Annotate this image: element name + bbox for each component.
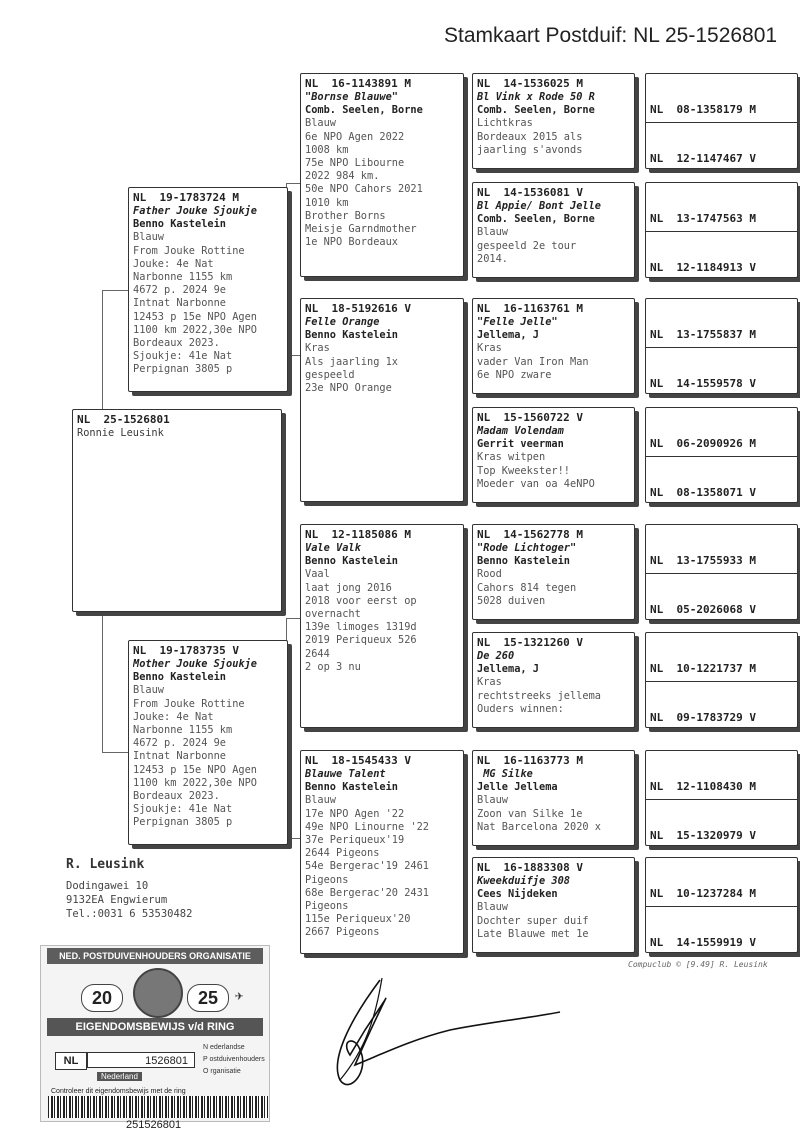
pigeon-note: Narbonne 1155 km bbox=[133, 271, 233, 284]
pigeon-owner: Comb. Seelen, Borne bbox=[477, 104, 595, 117]
connector-line bbox=[286, 838, 300, 839]
pigeon-ring: NL 16-1163773 M bbox=[477, 754, 583, 767]
pigeon-ring: NL 12-1108430 M bbox=[650, 780, 756, 794]
pigeon-note: 54e Bergerac'19 2461 bbox=[305, 860, 429, 873]
pigeon-ring: NL 14-1536081 V bbox=[477, 186, 583, 199]
grandparent-box bbox=[300, 750, 464, 954]
card-year-left: 20 bbox=[81, 984, 123, 1012]
gen4-entry bbox=[646, 232, 797, 278]
pigeon-note: 4672 p. 2024 9e bbox=[133, 284, 226, 297]
pigeon-ring: NL 18-1545433 V bbox=[305, 754, 411, 767]
pigeon-note: 50e NPO Cahors 2021 bbox=[305, 183, 423, 196]
connector-line bbox=[102, 752, 128, 753]
pigeon-note: Kras witpen bbox=[477, 451, 546, 464]
great-grandparent-box bbox=[472, 298, 635, 394]
pigeon-note: gespeeld bbox=[305, 368, 355, 381]
pigeon-note: Kras bbox=[305, 342, 330, 355]
pigeon-name: Bl Appie/ Bont Jelle bbox=[477, 200, 601, 212]
pigeon-note: Jouke: 4e Nat bbox=[133, 257, 214, 270]
gen4-pair-box bbox=[645, 73, 798, 169]
pigeon-note: 4672 p. 2024 9e bbox=[133, 737, 226, 750]
pigeon-note: 1010 km bbox=[305, 196, 349, 209]
pigeon-ring: NL 16-1143891 M bbox=[305, 77, 411, 90]
pigeon-note: Intnat Narbonne bbox=[133, 750, 226, 763]
pigeon-owner: Benno Kastelein bbox=[305, 781, 398, 794]
pigeon-note: 37e Periqueux'19 bbox=[305, 834, 405, 847]
pigeon-note: 1e NPO Bordeaux bbox=[305, 236, 398, 249]
gen4-entry bbox=[646, 633, 797, 682]
pigeon-owner: Jelle Jellema bbox=[477, 781, 558, 794]
npo-line: P ostduivenhouders bbox=[203, 1056, 265, 1063]
grandparent-box bbox=[300, 298, 464, 502]
gen4-entry bbox=[646, 299, 797, 348]
npo-letters bbox=[203, 1042, 265, 1078]
gen4-pair-box bbox=[645, 750, 798, 846]
great-grandparent-box bbox=[472, 407, 635, 503]
pigeon-ring: NL 12-1184913 V bbox=[650, 261, 756, 275]
card-country: NL bbox=[55, 1052, 87, 1070]
pigeon-note: Perpignan 3805 p bbox=[133, 816, 233, 829]
pigeon-name: Mother Jouke Sjoukje bbox=[133, 658, 257, 670]
pigeon-name: Kweekduifje 308 bbox=[477, 875, 570, 887]
pigeon-ring: NL 14-1562778 M bbox=[477, 528, 583, 541]
pigeon-note: Blauw bbox=[477, 794, 508, 807]
pigeon-note: Intnat Narbonne bbox=[133, 297, 226, 310]
barcode bbox=[48, 1096, 268, 1118]
pigeon-note: 17e NPO Agen '22 bbox=[305, 807, 405, 820]
pigeon-note: Brother Borns bbox=[305, 209, 386, 222]
pigeon-note: Pigeons bbox=[305, 873, 349, 886]
gen4-pair-box bbox=[645, 632, 798, 728]
pigeon-ring: NL 15-1320979 V bbox=[650, 829, 756, 843]
gen4-pair-box bbox=[645, 524, 798, 620]
pigeon-note: 6e NPO zware bbox=[477, 368, 552, 381]
pigeon-note: Ouders winnen: bbox=[477, 702, 564, 715]
gen4-entry bbox=[646, 74, 797, 123]
great-grandparent-box bbox=[472, 750, 635, 846]
pigeon-name: "Bornse Blauwe" bbox=[305, 91, 398, 103]
gen4-entry bbox=[646, 682, 797, 728]
pigeon-name: Madam Volendam bbox=[477, 425, 564, 437]
pigeon-note: 2 op 3 nu bbox=[305, 660, 361, 673]
pigeon-note: Sjoukje: 41e Nat bbox=[133, 350, 233, 363]
gen4-entry bbox=[646, 123, 797, 169]
pigeon-owner: Comb. Seelen, Borne bbox=[477, 213, 595, 226]
pigeon-note: 2644 Pigeons bbox=[305, 847, 380, 860]
card-year-right: 25 bbox=[187, 984, 229, 1012]
npo-line: O rganisatie bbox=[203, 1068, 241, 1075]
pigeon-name: Felle Orange bbox=[305, 316, 380, 328]
pigeon-note: Bordeaux 2023. bbox=[133, 790, 220, 803]
gen4-entry bbox=[646, 408, 797, 457]
pigeon-note: laat jong 2016 bbox=[305, 581, 392, 594]
pigeon-note: Sjoukje: 41e Nat bbox=[133, 803, 233, 816]
pigeon-owner: Jellema, J bbox=[477, 329, 539, 342]
pigeon-note: rechtstreeks jellema bbox=[477, 689, 601, 702]
connector-line bbox=[102, 290, 128, 291]
pigeon-ring: NL 08-1358179 M bbox=[650, 103, 756, 117]
pigeon-ring: NL 06-2090926 M bbox=[650, 437, 756, 451]
pigeon-ring: NL 08-1358071 V bbox=[650, 486, 756, 500]
pigeon-ring: NL 19-1783735 V bbox=[133, 644, 239, 657]
pigeon-note: 2022 984 km. bbox=[305, 170, 380, 183]
gen4-pair-box bbox=[645, 298, 798, 394]
pigeon-ring: NL 14-1536025 M bbox=[477, 77, 583, 90]
pigeon-icon: ✈ bbox=[235, 988, 244, 1004]
great-grandparent-box bbox=[472, 182, 635, 278]
owner-address-block bbox=[66, 855, 192, 921]
pigeon-name: Father Jouke Sjoukje bbox=[133, 205, 257, 217]
connector-line bbox=[102, 612, 103, 752]
pigeon-note: Vaal bbox=[305, 568, 330, 581]
pigeon-owner: Benno Kastelein bbox=[133, 671, 226, 684]
owner-address-line: Dodingawei 10 bbox=[66, 880, 149, 892]
pigeon-note: 2667 Pigeons bbox=[305, 926, 380, 939]
subject-name: Ronnie Leusink bbox=[77, 427, 164, 439]
pigeon-note: 1100 km 2022,30e NPO bbox=[133, 323, 257, 336]
gen4-pair-box bbox=[645, 857, 798, 953]
pigeon-note: jaarling s'avonds bbox=[477, 143, 583, 156]
pigeon-note: Blauw bbox=[477, 901, 508, 914]
connector-line bbox=[102, 290, 103, 412]
gen4-pair-box bbox=[645, 407, 798, 503]
pigeon-note: 2644 bbox=[305, 647, 330, 660]
pigeon-note: Perpignan 3805 p bbox=[133, 363, 233, 376]
pigeon-ring: NL 15-1560722 V bbox=[477, 411, 583, 424]
pigeon-note: Lichtkras bbox=[477, 117, 533, 130]
pigeon-note: 75e NPO Libourne bbox=[305, 157, 405, 170]
card-nederland: Nederland bbox=[97, 1072, 142, 1081]
pigeon-owner: Jellema, J bbox=[477, 663, 539, 676]
pigeon-ring: NL 14-1559919 V bbox=[650, 936, 756, 950]
pigeon-ring: NL 19-1783724 M bbox=[133, 191, 239, 204]
barcode-number: 251526801 bbox=[126, 1119, 182, 1131]
gen4-entry bbox=[646, 348, 797, 394]
pigeon-note: 5028 duiven bbox=[477, 594, 546, 607]
pigeon-note: Blauw bbox=[305, 117, 336, 130]
connector-line bbox=[286, 618, 300, 619]
pigeon-note: Blauw bbox=[133, 684, 164, 697]
gen4-entry bbox=[646, 574, 797, 620]
pigeon-ring: NL 13-1747563 M bbox=[650, 212, 756, 226]
pigeon-note: Meisje Garndmother bbox=[305, 223, 417, 236]
pigeon-ring: NL 18-5192616 V bbox=[305, 302, 411, 315]
pigeon-note: Cahors 814 tegen bbox=[477, 581, 577, 594]
pigeon-note: 1100 km 2022,30e NPO bbox=[133, 776, 257, 789]
pigeon-note: Kras bbox=[477, 342, 502, 355]
pigeon-ring: NL 09-1783729 V bbox=[650, 711, 756, 725]
gen4-entry bbox=[646, 751, 797, 800]
pigeon-note: From Jouke Rottine bbox=[133, 697, 245, 710]
owner-phone: Tel.:0031 6 53530482 bbox=[66, 908, 193, 920]
subject-ring: NL 25-1526801 bbox=[77, 413, 170, 426]
pigeon-note: Jouke: 4e Nat bbox=[133, 710, 214, 723]
pigeon-note: 23e NPO Orange bbox=[305, 382, 392, 395]
npo-line: N ederlandse bbox=[203, 1044, 245, 1051]
owner-address-line: 9132EA Engwierum bbox=[66, 894, 168, 906]
pigeon-owner: Gerrit veerman bbox=[477, 438, 564, 451]
pigeon-owner: Comb. Seelen, Borne bbox=[305, 104, 423, 117]
pigeon-owner: Cees Nijdeken bbox=[477, 888, 558, 901]
pigeon-owner: Benno Kastelein bbox=[305, 555, 398, 568]
pigeon-note: Kras bbox=[477, 676, 502, 689]
pigeon-ring: NL 14-1559578 V bbox=[650, 377, 756, 391]
great-grandparent-box bbox=[472, 524, 635, 620]
pigeon-name: De 260 bbox=[477, 650, 515, 662]
pigeon-ring: NL 10-1221737 M bbox=[650, 662, 756, 676]
page-title: Stamkaart Postduif: NL 25-1526801 bbox=[444, 24, 778, 47]
pigeon-ring: NL 16-1883308 V bbox=[477, 861, 583, 874]
grandparent-box bbox=[300, 524, 464, 728]
pigeon-note: Zoon van Silke 1e bbox=[477, 807, 583, 820]
pigeon-owner: Benno Kastelein bbox=[305, 329, 398, 342]
gen4-entry bbox=[646, 525, 797, 574]
pigeon-note: Pigeons bbox=[305, 900, 349, 913]
subject-box bbox=[72, 409, 282, 612]
pigeon-note: 49e NPO Linourne '22 bbox=[305, 820, 429, 833]
pigeon-name: "Felle Jelle" bbox=[477, 316, 558, 328]
pigeon-ring: NL 05-2026068 V bbox=[650, 603, 756, 617]
pigeon-note: Nat Barcelona 2020 x bbox=[477, 820, 601, 833]
pigeon-name: "Rode Lichtoger" bbox=[477, 542, 577, 554]
pigeon-note: 6e NPO Agen 2022 bbox=[305, 130, 405, 143]
pigeon-note: 2018 voor eerst op bbox=[305, 594, 417, 607]
gen4-entry bbox=[646, 183, 797, 232]
pigeon-note: From Jouke Rottine bbox=[133, 244, 245, 257]
pigeon-note: 12453 p 15e NPO Agen bbox=[133, 763, 257, 776]
pigeon-note: 139e limoges 1319d bbox=[305, 621, 417, 634]
pigeon-note: 115e Periqueux'20 bbox=[305, 913, 411, 926]
lion-crest-icon bbox=[133, 968, 183, 1018]
pigeon-name: Blauwe Talent bbox=[305, 768, 386, 780]
pigeon-note: Narbonne 1155 km bbox=[133, 724, 233, 737]
gen4-pair-box bbox=[645, 182, 798, 278]
father-box bbox=[128, 187, 288, 392]
pigeon-note: Moeder van oa 4eNPO bbox=[477, 477, 595, 490]
pigeon-ring: NL 13-1755933 M bbox=[650, 554, 756, 568]
pigeon-note: gespeeld 2e tour bbox=[477, 239, 577, 252]
pigeon-ring: NL 12-1147467 V bbox=[650, 152, 756, 166]
grandparent-box bbox=[300, 73, 464, 277]
card-control-text: Controleer dit eigendomsbewijs met de ring bbox=[51, 1088, 186, 1095]
pigeon-note: Blauw bbox=[305, 794, 336, 807]
pigeon-ring: NL 13-1755837 M bbox=[650, 328, 756, 342]
pigeon-ring: NL 15-1321260 V bbox=[477, 636, 583, 649]
connector-line bbox=[286, 183, 300, 184]
pigeon-name: Vale Valk bbox=[305, 542, 361, 554]
pigeon-note: Top Kweekster!! bbox=[477, 464, 570, 477]
pigeon-note: Bordeaux 2015 als bbox=[477, 130, 583, 143]
card-ring-number: 1526801 bbox=[87, 1052, 195, 1068]
pigeon-note: Als jaarling 1x bbox=[305, 355, 398, 368]
card-title: EIGENDOMSBEWIJS v/d RING bbox=[47, 1018, 263, 1036]
pigeon-note: Blauw bbox=[133, 231, 164, 244]
pigeon-note: 12453 p 15e NPO Agen bbox=[133, 310, 257, 323]
card-org: NED. POSTDUIVENHOUDERS ORGANISATIE bbox=[47, 948, 263, 964]
pigeon-note: Dochter super duif bbox=[477, 914, 589, 927]
pigeon-note: 68e Bergerac'20 2431 bbox=[305, 886, 429, 899]
mother-box bbox=[128, 640, 288, 845]
pigeon-name: Bl Vink x Rode 50 R bbox=[477, 91, 595, 103]
pigeon-note: 2014. bbox=[477, 252, 508, 265]
pigeon-note: Rood bbox=[477, 568, 502, 581]
pigeon-note: 1008 km bbox=[305, 143, 349, 156]
software-credit: Compuclub © [9.49] R. Leusink bbox=[628, 960, 768, 969]
pigeon-ring: NL 10-1237284 M bbox=[650, 887, 756, 901]
gen4-entry bbox=[646, 457, 797, 503]
pigeon-ring: NL 12-1185086 M bbox=[305, 528, 411, 541]
great-grandparent-box bbox=[472, 632, 635, 728]
pigeon-note: Blauw bbox=[477, 226, 508, 239]
pigeon-note: overnacht bbox=[305, 608, 361, 621]
pigeon-ring: NL 16-1163761 M bbox=[477, 302, 583, 315]
pigeon-note: Late Blauwe met 1e bbox=[477, 927, 589, 940]
gen4-entry bbox=[646, 907, 797, 953]
connector-line bbox=[286, 355, 300, 356]
pigeon-owner: Benno Kastelein bbox=[133, 218, 226, 231]
great-grandparent-box bbox=[472, 73, 635, 169]
pigeon-name: MG Silke bbox=[477, 768, 533, 780]
owner-name: R. Leusink bbox=[66, 857, 145, 872]
gen4-entry bbox=[646, 800, 797, 846]
signature bbox=[310, 960, 570, 1100]
great-grandparent-box bbox=[472, 857, 635, 953]
pigeon-note: vader Van Iron Man bbox=[477, 355, 589, 368]
pigeon-note: Bordeaux 2023. bbox=[133, 337, 220, 350]
pigeon-note: 2019 Periqueux 526 bbox=[305, 634, 417, 647]
gen4-entry bbox=[646, 858, 797, 907]
pigeon-owner: Benno Kastelein bbox=[477, 555, 570, 568]
